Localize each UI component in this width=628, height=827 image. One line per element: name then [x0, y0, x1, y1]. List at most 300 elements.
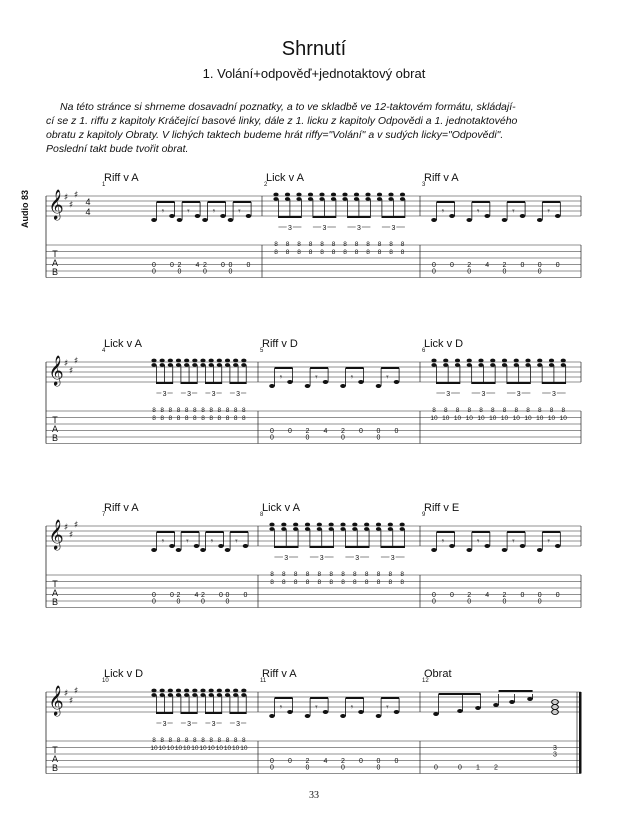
treble-clef: 𝄞 — [48, 520, 64, 550]
tab-number: 8 — [305, 579, 310, 586]
note-head — [176, 693, 181, 697]
note-head — [176, 548, 182, 552]
tab-number: 0 — [228, 268, 233, 276]
note-head — [200, 693, 205, 697]
beam — [542, 531, 560, 533]
note-head — [340, 523, 345, 527]
beam — [347, 216, 370, 218]
tab-number: 0 — [225, 592, 230, 599]
tab-number: 8 — [353, 571, 357, 578]
bar-number: 4 — [102, 348, 106, 354]
tab-number: 10 — [547, 415, 556, 422]
beam — [181, 531, 199, 533]
note-head — [475, 706, 481, 710]
tab-number: 10 — [207, 745, 215, 752]
treble-clef: 𝄞 — [48, 686, 64, 716]
note-head — [502, 363, 507, 367]
tab-number: 1 — [476, 764, 480, 772]
note-head — [151, 359, 156, 363]
tab-number: 8 — [366, 249, 370, 256]
note-head — [467, 363, 472, 367]
tab-number: 8 — [193, 737, 197, 744]
beam — [310, 546, 334, 548]
tab-number: 0 — [359, 758, 363, 765]
tab-number: 8 — [176, 407, 181, 414]
beam — [507, 382, 531, 384]
tab-number: 10 — [232, 745, 240, 752]
note-head — [273, 197, 278, 201]
tab-number: 8 — [467, 407, 472, 414]
tuplet-number: 3 — [391, 225, 396, 232]
note-head — [281, 523, 286, 527]
note-head — [243, 544, 249, 548]
beam — [206, 531, 224, 533]
tuplet-number: 3 — [211, 721, 216, 728]
beam — [157, 201, 175, 203]
tab-number: 10 — [174, 745, 183, 752]
note-head — [400, 527, 405, 531]
eighth-rest: 𝄾 — [350, 373, 354, 383]
note-head — [225, 693, 230, 697]
note-head — [192, 359, 197, 363]
note-head — [549, 359, 554, 363]
beam — [437, 201, 455, 203]
key-sharp: ♯ — [68, 366, 74, 377]
note-head — [466, 218, 472, 222]
tab-letter: T — [52, 745, 58, 755]
tab-number: 2 — [341, 428, 345, 435]
tab-number: 4 — [194, 592, 199, 599]
tab-number: 8 — [225, 407, 230, 414]
note-head — [561, 359, 566, 363]
note-head — [352, 523, 357, 527]
section-label: Obrat — [424, 668, 452, 680]
note-head — [217, 359, 222, 363]
note-head — [177, 218, 183, 222]
note-head — [160, 363, 165, 367]
bar — [422, 348, 581, 444]
eighth-rest: 𝄾 — [238, 207, 241, 217]
note-head — [160, 689, 165, 693]
bar-number: 9 — [422, 512, 426, 518]
tab-number: 10 — [512, 415, 520, 422]
note-head — [160, 359, 165, 363]
treble-clef: 𝄞 — [48, 356, 64, 386]
beam — [310, 367, 328, 369]
tab-number: 8 — [168, 737, 173, 744]
tab-number: 8 — [353, 579, 357, 586]
tab-number: 4 — [485, 592, 490, 599]
note-head — [537, 548, 543, 552]
note-head — [431, 359, 436, 363]
key-sharp: ♯ — [68, 530, 74, 541]
tab-number: 10 — [183, 745, 191, 752]
note-head — [433, 712, 439, 716]
tab-number: 0 — [502, 598, 507, 606]
section-label: Riff v A — [104, 172, 139, 184]
note-head — [394, 380, 400, 384]
note-head — [287, 710, 293, 714]
note-head — [209, 693, 214, 697]
note-head — [509, 700, 515, 704]
beam — [346, 367, 364, 369]
bar — [422, 678, 582, 774]
note-head — [527, 697, 533, 701]
note-head — [561, 363, 566, 367]
note-head — [169, 544, 175, 548]
tab-number: 10 — [240, 745, 248, 752]
note-head — [490, 359, 495, 363]
tab-number: 4 — [323, 758, 328, 765]
tab-number: 8 — [400, 579, 404, 586]
section-label: Riff v A — [424, 172, 459, 184]
tab-number: 8 — [193, 407, 197, 414]
eighth-rest: 𝄾 — [350, 703, 354, 713]
note-head — [225, 689, 230, 693]
note-head — [376, 527, 381, 531]
tab-number: 10 — [199, 745, 207, 752]
tab-number: 4 — [195, 262, 200, 269]
tab-number: 8 — [354, 249, 359, 256]
eighth-rest: 𝄾 — [279, 703, 283, 713]
note-head — [225, 363, 230, 367]
tab-number: 0 — [270, 434, 274, 442]
beam — [205, 382, 221, 384]
key-sharp: ♯ — [63, 523, 69, 533]
tab-number: 8 — [201, 737, 205, 744]
eighth-rest: 𝄾 — [210, 537, 214, 547]
note-head — [525, 359, 530, 363]
system — [46, 348, 581, 444]
tab-number: 0 — [376, 434, 381, 442]
tab-number: 8 — [320, 249, 324, 256]
section-label: Lick v A — [266, 172, 304, 184]
tab-number: 8 — [364, 579, 369, 586]
beam — [208, 201, 226, 203]
key-sharp: ♯ — [73, 686, 79, 697]
tab-number: 8 — [184, 415, 189, 422]
tuplet-number: 3 — [355, 555, 360, 562]
bar — [422, 512, 581, 608]
tab-number: 0 — [458, 764, 462, 772]
tab-number: 8 — [176, 415, 181, 422]
note-head — [354, 197, 359, 201]
tab-number: 10 — [150, 745, 158, 752]
tab-number: 8 — [479, 407, 483, 414]
eighth-rest: 𝄾 — [547, 207, 550, 217]
note-head — [233, 363, 238, 367]
note-head — [525, 363, 530, 367]
tab-number: 0 — [219, 592, 223, 599]
tab-number: 8 — [225, 415, 230, 422]
beam — [472, 382, 496, 384]
tab-number: 8 — [308, 249, 313, 256]
tab-number: 0 — [376, 758, 381, 765]
tab-letter: T — [52, 415, 58, 425]
tab-number: 10 — [477, 415, 485, 422]
note-head — [502, 218, 508, 222]
beam — [499, 690, 533, 692]
tab-number: 8 — [293, 571, 298, 578]
note-head — [443, 363, 448, 367]
beam — [472, 201, 490, 203]
note-head — [443, 359, 448, 363]
tab-number: 8 — [184, 737, 189, 744]
beam — [472, 531, 490, 533]
note-head — [365, 193, 370, 197]
tab-number: 8 — [293, 579, 298, 586]
note-head — [308, 193, 313, 197]
tab-number: 0 — [537, 268, 542, 276]
note-head — [478, 363, 483, 367]
tab-number: 8 — [217, 415, 222, 422]
tab-number: 8 — [168, 407, 173, 414]
system — [46, 182, 581, 278]
note-head — [549, 363, 554, 367]
tab-number: 0 — [450, 262, 454, 269]
note-head — [169, 214, 175, 218]
eighth-rest: 𝄾 — [441, 207, 445, 217]
eighth-rest: 𝄾 — [547, 537, 550, 547]
note-head — [233, 693, 238, 697]
beam — [542, 382, 566, 384]
tab-number: 0 — [305, 764, 310, 772]
tab-number: 8 — [201, 415, 205, 422]
note-head — [431, 363, 436, 367]
bar-number: 7 — [102, 512, 106, 518]
bar — [102, 182, 262, 278]
note-head — [365, 197, 370, 201]
note-head — [192, 363, 197, 367]
bar — [260, 512, 420, 608]
tab-number: 8 — [400, 249, 405, 256]
tab-number: 8 — [377, 241, 382, 248]
tab-number: 0 — [201, 598, 205, 606]
note-head — [514, 359, 519, 363]
tab-number: 0 — [467, 268, 472, 276]
tab-number: 0 — [376, 764, 381, 772]
tab-number: 0 — [288, 428, 292, 435]
note-head — [358, 710, 364, 714]
tuplet-number: 3 — [322, 225, 327, 232]
note-head — [241, 363, 246, 367]
tuplet-number: 3 — [187, 391, 192, 398]
tab-number: 4 — [485, 262, 490, 269]
tab-number: 10 — [166, 745, 174, 752]
bar — [264, 182, 420, 278]
note-head — [331, 193, 336, 197]
tab-number: 0 — [450, 592, 454, 599]
bar — [260, 348, 420, 444]
note-head — [200, 689, 205, 693]
tab-number: 0 — [305, 434, 310, 442]
tab-number: 10 — [158, 745, 166, 752]
note-head — [160, 693, 165, 697]
note-head — [340, 384, 346, 388]
note-head — [192, 689, 197, 693]
tuplet-number: 3 — [236, 721, 241, 728]
beam — [278, 216, 301, 218]
tab-number: 8 — [364, 571, 369, 578]
tab-number: 0 — [394, 428, 399, 435]
tab-number: 0 — [432, 592, 436, 599]
note-head — [520, 544, 526, 548]
tab-number: 0 — [555, 262, 560, 269]
tab-number: 8 — [514, 407, 519, 414]
tab-number: 10 — [465, 415, 473, 422]
beam — [346, 697, 364, 699]
note-head — [225, 548, 231, 552]
note-head — [317, 527, 322, 531]
tab-number: 8 — [274, 249, 278, 256]
tab-number: 10 — [442, 415, 450, 422]
key-sharp: ♯ — [63, 193, 69, 203]
section-label: Riff v A — [104, 502, 139, 514]
tuplet-number: 3 — [162, 391, 167, 398]
eighth-rest: 𝄾 — [441, 537, 445, 547]
note-head — [218, 544, 224, 548]
tab-number: 8 — [152, 737, 156, 744]
tab-number: 8 — [343, 241, 347, 248]
beam — [381, 546, 405, 548]
section-label: Lick v A — [104, 338, 142, 350]
key-sharp: ♯ — [68, 200, 74, 211]
tab-number: 0 — [537, 262, 542, 269]
tab-number: 8 — [233, 407, 238, 414]
tab-number: 0 — [228, 262, 233, 269]
tab-number: 8 — [297, 241, 301, 248]
note-head — [200, 548, 206, 552]
note-head — [358, 380, 364, 384]
key-sharp: ♯ — [73, 356, 79, 367]
note-head — [184, 363, 189, 367]
tab-number: 0 — [376, 428, 381, 435]
beam — [275, 697, 293, 699]
tab-number: 8 — [443, 407, 448, 414]
note-head — [537, 359, 542, 363]
tab-letter: B — [51, 267, 59, 277]
note-head — [520, 214, 526, 218]
tab-number: 0 — [467, 598, 472, 606]
tab-number: 8 — [305, 571, 310, 578]
tab-number: 0 — [341, 434, 345, 442]
eighth-rest: 𝄾 — [186, 537, 189, 547]
note-head — [502, 548, 508, 552]
eighth-rest: 𝄾 — [279, 373, 283, 383]
tab-number: 8 — [160, 737, 164, 744]
note-head — [269, 384, 275, 388]
tab-number: 8 — [270, 579, 274, 586]
bar-number: 6 — [422, 348, 426, 354]
note-head — [168, 689, 173, 693]
eighth-rest: 𝄾 — [477, 207, 480, 217]
tab-number: 8 — [341, 571, 345, 578]
note-head — [184, 689, 189, 693]
bar — [102, 348, 258, 444]
section-label: Riff v E — [424, 502, 460, 514]
note-head — [241, 359, 246, 363]
tab-number: 8 — [168, 415, 173, 422]
tab-number: 8 — [209, 737, 213, 744]
beam — [542, 201, 560, 203]
note-head — [331, 197, 336, 201]
beam — [274, 546, 298, 548]
note-head — [537, 363, 542, 367]
tab-number: 8 — [329, 571, 333, 578]
note-head — [340, 714, 346, 718]
note-head — [209, 363, 214, 367]
note-head — [281, 527, 286, 531]
note-head — [466, 548, 472, 552]
note-head — [467, 359, 472, 363]
key-sharp: ♯ — [68, 696, 74, 707]
note-head — [329, 523, 334, 527]
tab-number: 10 — [536, 415, 544, 422]
tab-number: 0 — [520, 262, 525, 269]
key-sharp: ♯ — [73, 190, 79, 201]
tab-number: 8 — [377, 249, 382, 256]
tab-number: 8 — [233, 415, 238, 422]
bar-number: 10 — [102, 678, 109, 684]
note-head — [449, 544, 455, 548]
note-head — [296, 193, 301, 197]
note-head — [176, 359, 181, 363]
note-head — [457, 709, 463, 713]
note-head — [305, 384, 311, 388]
note-head — [269, 527, 274, 531]
note-head — [194, 544, 200, 548]
tab-number: 0 — [432, 262, 436, 269]
bar — [102, 678, 258, 774]
beam — [230, 531, 248, 533]
tab-number: 8 — [331, 241, 336, 248]
note-head — [293, 523, 298, 527]
tab-number: 2 — [203, 262, 207, 269]
tab-number: 10 — [524, 415, 532, 422]
tab-number: 8 — [242, 415, 246, 422]
tab-number: 0 — [152, 592, 156, 599]
tab-number: 0 — [170, 592, 174, 599]
time-sig-bottom: 4 — [85, 207, 91, 217]
intro-line: obratu z kapitoly Obraty. V lichých taktech budeme hrát riffy="Volání" a v sudých licky="Odpovědi". — [46, 129, 504, 141]
tab-number: 8 — [354, 241, 359, 248]
beam — [436, 382, 460, 384]
note-head — [151, 363, 156, 367]
tab-number: 8 — [455, 407, 460, 414]
beam — [381, 367, 399, 369]
key-sharp: ♯ — [73, 520, 79, 531]
tab-number: 2 — [305, 428, 310, 435]
tab-number: 8 — [297, 249, 301, 256]
tab-number: 8 — [176, 737, 181, 744]
tab-number: 8 — [209, 407, 213, 414]
section-label: Riff v D — [262, 338, 298, 350]
note-head — [352, 527, 357, 531]
tab-number: 2 — [201, 592, 205, 599]
page-subtitle: 1. Volání+odpověď+jednotaktový obrat — [202, 66, 426, 81]
tab-number: 8 — [389, 241, 393, 248]
note-head — [168, 693, 173, 697]
tab-number: 0 — [432, 268, 436, 276]
tab-number: 8 — [376, 571, 381, 578]
note-head — [200, 363, 205, 367]
beam — [507, 531, 525, 533]
tab-letter: B — [51, 763, 59, 773]
note-head — [246, 214, 252, 218]
tab-number: 0 — [555, 592, 560, 599]
tab-number: 0 — [177, 268, 182, 276]
tab-number: 8 — [184, 407, 189, 414]
